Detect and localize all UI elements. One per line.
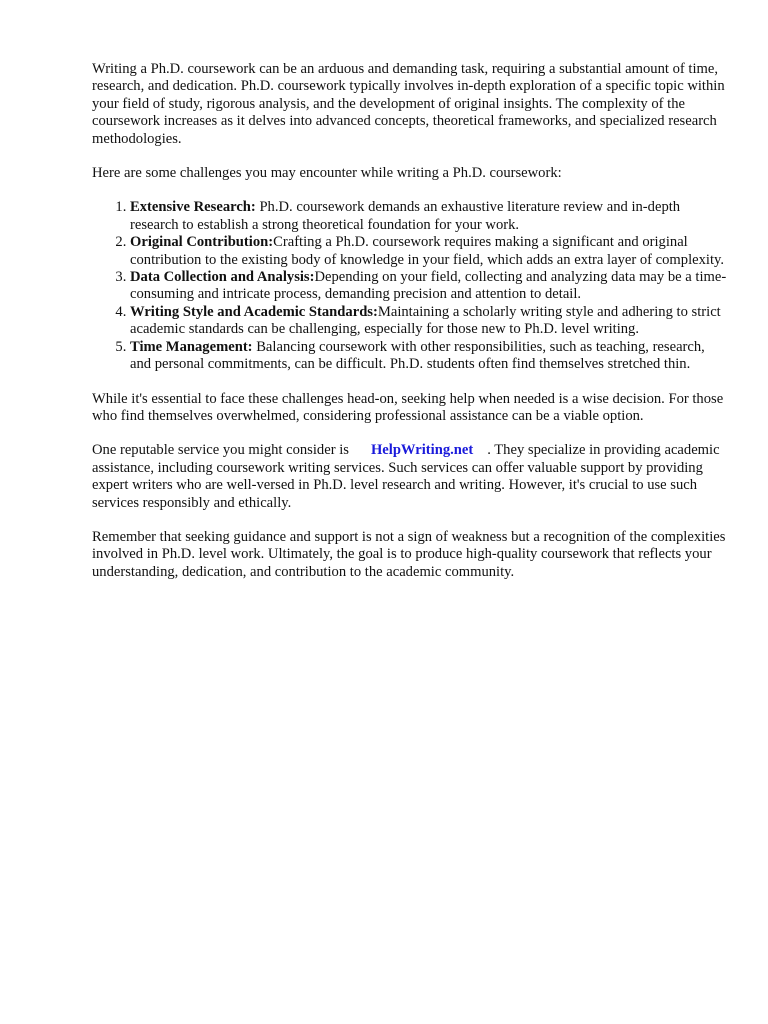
service-text-after: . They specialize in providing academic assistance, including coursework writing services. Such services can offer valuable support by providing expert writers who are well-versed in Ph.D. level research and writing. However, it's crucial to use such services responsibly and ethically. <box>92 442 720 511</box>
help-paragraph: While it's essential to face these challenges head-on, seeking help when needed is a wise decision. For those who find themselves overwhelmed, considering professional assistance can be a viable option. <box>92 390 724 424</box>
service-text-before: One reputable service you might consider is <box>92 442 349 459</box>
list-item <box>130 304 728 339</box>
document-page <box>92 61 728 598</box>
list-item-term: Writing Style and Academic Standards: <box>130 303 378 320</box>
list-item <box>130 269 728 304</box>
list-item-text: Ph.D. coursework demands an exhaustive literature review and in-depth research to establish a strong theoretical foundation for your work. <box>130 199 681 233</box>
intro-paragraph: Writing a Ph.D. coursework can be an arduous and demanding task, requiring a substantial amount of time, research, and dedication. Ph.D. coursework typically involves in-depth exploration of a specific topic within your field of study, rigorous analysis, and the development of original insights. The complexity of the coursework increases as it delves into advanced concepts, theoretical frameworks, and specialized research methodologies. <box>92 61 725 147</box>
challenges-intro: Here are some challenges you may encounter while writing a Ph.D. coursework: <box>92 165 562 182</box>
list-item-text: Depending on your field, collecting and analyzing data may be a time-consuming and intricate process, demanding precision and attention to detail. <box>130 269 727 303</box>
list-item-term: Time Management: <box>130 338 253 355</box>
list-item <box>130 199 728 234</box>
service-paragraph <box>92 442 728 512</box>
list-item-text: Maintaining a scholarly writing style and adhering to strict academic standards can be challenging, especially for those new to Ph.D. level writing. <box>130 303 721 338</box>
helpwriting-link[interactable]: HelpWriting.net <box>370 442 474 459</box>
challenges-list <box>92 199 728 373</box>
list-item-text: Balancing coursework with other responsibilities, such as teaching, research, and personal commitments, can be difficult. Ph.D. students often find themselves stretched thin. <box>130 338 705 373</box>
list-item <box>130 339 728 374</box>
closing-paragraph: Remember that seeking guidance and support is not a sign of weakness but a recognition of the complexities involved in Ph.D. level work. Ultimately, the goal is to produce high-quality coursework that reflects your understanding, dedication, and contribution to the academic community. <box>92 528 726 580</box>
list-item-term: Data Collection and Analysis: <box>130 269 315 286</box>
list-item <box>130 234 728 269</box>
list-item-term: Extensive Research: <box>130 199 256 216</box>
list-item-text: Crafting a Ph.D. coursework requires making a significant and original contribution to the existing body of knowledge in your field, which adds an extra layer of complexity. <box>130 234 725 268</box>
list-item-term: Original Contribution: <box>130 234 274 251</box>
